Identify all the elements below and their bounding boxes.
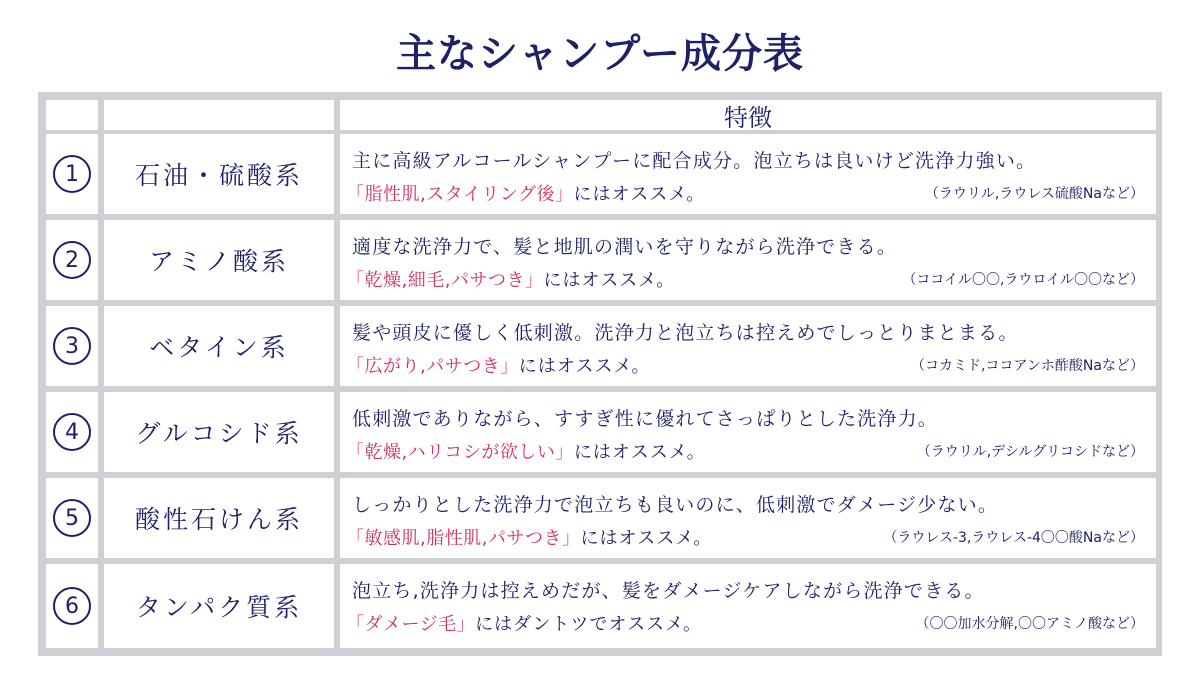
row-feature-cell <box>340 306 1156 386</box>
row-description: 低刺激でありながら、すすぎ性に優れてさっぱりとした洗浄力。 <box>352 408 938 430</box>
recommended-for: 「敏感肌,脂性肌,パサつき」 <box>346 528 581 549</box>
row-recommendation <box>346 352 650 378</box>
recommendation-suffix: にはダントツでオススメ。 <box>475 614 703 635</box>
header-number-cell <box>46 100 98 130</box>
row-feature-cell <box>340 220 1156 300</box>
row-name: 酸性石けん系 <box>134 505 303 534</box>
row-name-cell <box>104 306 334 386</box>
row-name-cell <box>104 134 334 214</box>
recommended-for: 「脂性肌,スタイリング後」 <box>346 184 574 205</box>
ingredient-examples: （ココイル〇〇,ラウロイル〇〇など） <box>902 272 1144 288</box>
row-name-cell <box>104 392 334 472</box>
ingredient-examples: （ラウリル,デシルグリコシドなど） <box>916 444 1144 460</box>
row-number-cell <box>46 392 98 472</box>
recommended-for: 「乾燥,細毛,パサつき」 <box>346 270 544 291</box>
row-name-cell <box>104 478 334 558</box>
recommendation-suffix: にはオススメ。 <box>518 356 651 377</box>
row-number-cell <box>46 220 98 300</box>
row-number-cell <box>46 478 98 558</box>
row-description: 泡立ち,洗浄力は控えめだが、髪をダメージケアしながら洗浄できる。 <box>352 580 985 602</box>
row-number-cell <box>46 306 98 386</box>
page-title: 主なシャンプー成分表 <box>396 31 804 77</box>
row-name-cell <box>104 564 334 648</box>
header-feature-label: 特徴 <box>724 103 772 132</box>
row-number-badge: 3 <box>53 327 91 365</box>
ingredient-examples: （コカミド,ココアンホ酢酸Naなど） <box>911 358 1144 374</box>
row-recommendation <box>346 524 712 550</box>
recommendation-suffix: にはオススメ。 <box>580 528 713 549</box>
shampoo-ingredient-table <box>38 92 1162 656</box>
row-feature-cell <box>340 134 1156 214</box>
ingredient-examples: （ラウリル,ラウレス硫酸Naなど） <box>924 186 1144 202</box>
row-name: 石油・硫酸系 <box>134 161 303 190</box>
row-name: グルコシド系 <box>135 419 303 448</box>
row-recommendation <box>346 610 702 636</box>
row-recommendation <box>346 266 675 292</box>
row-name: アミノ酸系 <box>148 247 289 276</box>
ingredient-examples: （〇〇加水分解,〇〇アミノ酸など） <box>915 616 1144 632</box>
row-number-badge: 4 <box>53 413 91 451</box>
row-recommendation <box>346 438 706 464</box>
header-feature-cell <box>340 100 1156 130</box>
row-number-badge: 2 <box>53 241 91 279</box>
recommended-for: 「乾燥,ハリコシが欲しい」 <box>346 442 574 463</box>
row-number-badge: 5 <box>53 499 91 537</box>
row-recommendation <box>346 180 705 206</box>
recommendation-suffix: にはオススメ。 <box>573 184 706 205</box>
row-description: 髪や頭皮に優しく低刺激。洗浄力と泡立ちは控えめでしっとりまとまる。 <box>352 322 1019 344</box>
row-number-badge: 6 <box>53 587 91 625</box>
row-description: 適度な洗浄力で、髪と地肌の潤いを守りながら洗浄できる。 <box>352 236 898 258</box>
recommendation-suffix: にはオススメ。 <box>543 270 676 291</box>
recommended-for: 「ダメージ毛」 <box>346 614 476 635</box>
row-feature-cell <box>340 564 1156 648</box>
row-description: 主に高級アルコールシャンプーに配合成分。泡立ちは良いけど洗浄力強い。 <box>352 150 1037 172</box>
row-feature-cell <box>340 392 1156 472</box>
recommendation-suffix: にはオススメ。 <box>573 442 706 463</box>
row-number-cell <box>46 134 98 214</box>
row-name-cell <box>104 220 334 300</box>
row-name: タンパク質系 <box>135 593 303 622</box>
ingredient-examples: （ラウレス-3,ラウレス-4〇〇酸Naなど） <box>883 530 1144 546</box>
row-feature-cell <box>340 478 1156 558</box>
header-name-cell <box>104 100 334 130</box>
row-description: しっかりとした洗浄力で泡立ちも良いのに、低刺激でダメージ少ない。 <box>352 494 999 516</box>
recommended-for: 「広がり,パサつき」 <box>346 356 519 377</box>
row-name: ベタイン系 <box>149 333 289 362</box>
row-number-cell <box>46 564 98 648</box>
row-number-badge: 1 <box>53 155 91 193</box>
